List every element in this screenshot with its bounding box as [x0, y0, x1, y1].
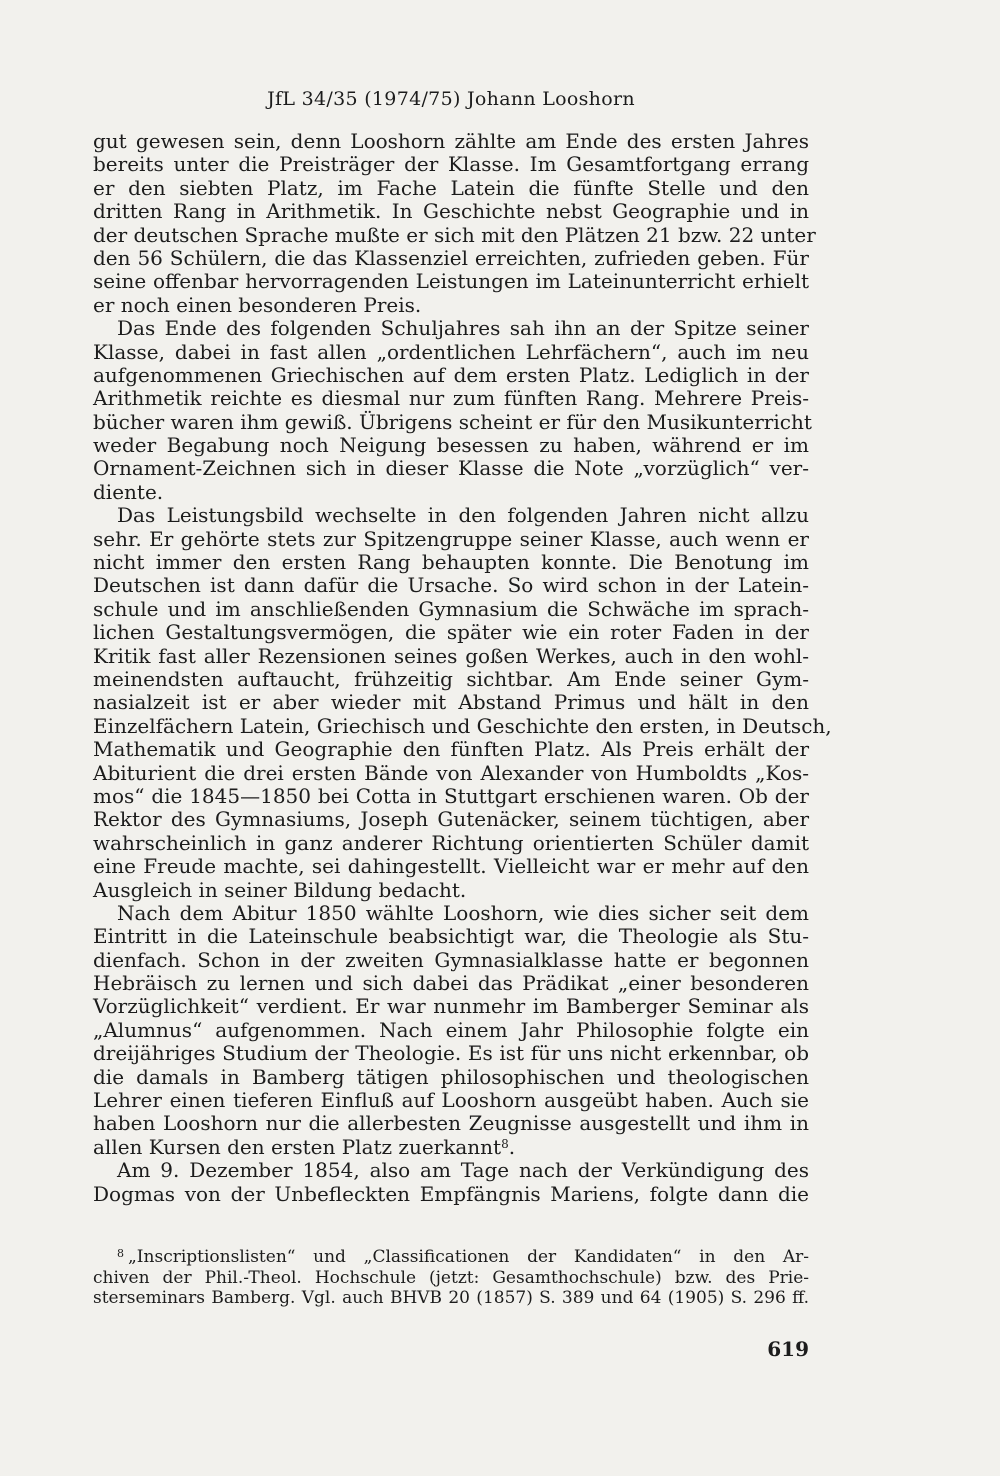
text-line-content: nicht immer den ersten Rang behaupten konnte. Die Benotung im: [93, 550, 809, 575]
text-line: [93, 808, 809, 831]
text-line: [93, 222, 816, 247]
text-line: [93, 130, 809, 153]
text-line: [93, 434, 809, 457]
text-line: [93, 177, 809, 200]
text-line: [93, 294, 809, 317]
text-line-content: allen Kursen den ersten Platz zuerkannt: [93, 1134, 502, 1159]
text-line: [93, 387, 809, 410]
text-line-punctuation: .: [508, 1134, 516, 1159]
text-line-content: der deutschen Sprache mußte er sich mit den Plätzen 21 bzw. 22 unter: [93, 222, 816, 247]
body-text: [93, 129, 832, 1206]
text-line-content: die damals in Bamberg tätigen philosophischen und theologischen: [93, 1064, 809, 1089]
text-line-content: dreijähriges Studium der Theologie. Es ist für uns nicht erkennbar, ob: [93, 1041, 809, 1066]
running-head: JfL 34/35 (1974/75) Johann Looshorn: [267, 88, 635, 110]
text-line: [93, 457, 809, 480]
text-line: [93, 1112, 809, 1135]
text-line-content: bereits unter die Preisträger der Klasse. Im Gesamtfortgang errang: [93, 152, 809, 177]
text-line: [93, 1183, 809, 1206]
text-line: [93, 504, 809, 527]
text-line-content: er noch einen besonderen Preis.: [93, 292, 422, 317]
text-line-content: seine offenbar hervorragenden Leistungen im Lateinunterricht erhielt: [93, 269, 809, 294]
text-line: [93, 762, 809, 785]
text-line: [93, 1159, 809, 1182]
text-line-content: Mathematik und Geographie den fünften Platz. Als Preis erhält der: [93, 737, 809, 762]
text-line-content: Arithmetik reichte es diesmal nur zum fünften Rang. Mehrere Preis-: [93, 386, 809, 411]
text-line-content: Abiturient die drei ersten Bände von Alexander von Humboldts „Kos-: [93, 760, 809, 785]
text-line: [93, 855, 809, 878]
text-line-content: wahrscheinlich in ganz anderer Richtung orientierten Schüler damit: [93, 830, 809, 855]
text-line-content: Hebräisch zu lernen und sich dabei das Prädikat „einer besonderen: [93, 971, 809, 996]
text-line-content: Lehrer einen tieferen Einfluß auf Looshorn ausgeübt haben. Auch sie: [93, 1088, 809, 1113]
footnotes: [93, 1247, 809, 1309]
text-line-content: Ausgleich in seiner Bildung bedacht.: [93, 877, 467, 902]
text-line: [93, 902, 809, 925]
text-line-content: lichen Gestaltungsvermögen, die später wie ein roter Faden in der: [93, 620, 809, 645]
text-line-content: „Alumnus“ aufgenommen. Nach einem Jahr Philosophie folgte ein: [93, 1017, 809, 1042]
text-line: [93, 364, 809, 387]
page-number: 619: [767, 1337, 809, 1361]
text-line: [93, 645, 809, 668]
text-line: [93, 621, 809, 644]
text-line-content: Am 9. Dezember 1854, also am Tage nach der Verkündigung des: [117, 1158, 809, 1183]
text-line-content: Das Leistungsbild wechselte in den folgenden Jahren nicht allzu: [117, 503, 809, 528]
text-line-content: Deutschen ist dann dafür die Ursache. So wird schon in der Latein-: [93, 573, 809, 598]
text-line-content: gut gewesen sein, denn Looshorn zählte am Ende des ersten Jahres: [93, 129, 809, 153]
text-line-content: Kritik fast aller Rezensionen seines goßen Werkes, auch in den wohl-: [93, 643, 809, 668]
text-line-content: Nach dem Abitur 1850 wählte Looshorn, wie dies sicher seit dem: [117, 900, 809, 925]
text-line: [93, 270, 809, 293]
text-line-content: den 56 Schülern, die das Klassenziel erreichten, zufrieden geben. Für: [93, 245, 809, 270]
text-line-content: diente.: [93, 479, 164, 504]
text-line: [93, 200, 809, 223]
text-line-content: Klasse, dabei in fast allen „ordentlichen Lehrfächern“, auch im neu: [93, 339, 809, 364]
text-line-content: Das Ende des folgenden Schuljahres sah ihn an der Spitze seiner: [117, 316, 809, 341]
text-line-content: Einzelfächern Latein, Griechisch und Geschichte den ersten, in Deutsch,: [93, 713, 832, 738]
text-line: [93, 713, 832, 738]
text-line-content: meinendsten auftaucht, frühzeitig sichtbar. Am Ende seiner Gym-: [93, 666, 809, 691]
text-line: [93, 738, 809, 761]
text-line-content: eine Freude machte, sei dahingestellt. Vielleicht war er mehr auf den: [93, 854, 809, 879]
text-line: [93, 949, 809, 972]
text-line-content: Vorzüglichkeit“ verdient. Er war nunmehr im Bamberger Seminar als: [93, 994, 809, 1019]
text-line: [93, 551, 809, 574]
text-line-content: Ornament-Zeichnen sich in dieser Klasse die Note „vorzüglich“ ver-: [93, 456, 809, 481]
book-page: [93, 0, 832, 1476]
text-line: [93, 153, 809, 176]
text-line-content: sehr. Er gehörte stets zur Spitzengruppe seiner Klasse, auch wenn er: [93, 526, 809, 551]
text-line-content: schule und im anschließenden Gymnasium die Schwäche im sprach-: [93, 596, 809, 621]
text-line-content: aufgenommenen Griechischen auf dem ersten Platz. Lediglich in der: [93, 362, 809, 387]
text-line-content: mos“ die 1845—1850 bei Cotta in Stuttgart erschienen waren. Ob der: [93, 783, 809, 808]
text-line: [93, 409, 812, 434]
text-line: [93, 598, 809, 621]
text-line: [93, 785, 809, 808]
text-line: [93, 1089, 809, 1112]
text-line: [93, 528, 809, 551]
footnote-text: sterseminars Bamberg. Vgl. auch BHVB 20 (1857) S. 389 und 64 (1905) S. 296 ff.: [93, 1288, 809, 1308]
text-line-content: dritten Rang in Arithmetik. In Geschichte nebst Geographie und in: [93, 199, 809, 224]
text-line: [93, 574, 809, 597]
text-line: [93, 832, 809, 855]
text-line-content: dienfach. Schon in der zweiten Gymnasialklasse hatte er begonnen: [93, 947, 809, 972]
text-line-content: bücher waren ihm gewiß. Übrigens scheint er für den Musikunterricht: [93, 409, 812, 434]
footnote-line: [93, 1288, 809, 1309]
text-line-content: Dogmas von der Unbefleckten Empfängnis Mariens, folgte dann die: [93, 1181, 809, 1206]
text-line-content: Rektor des Gymnasiums, Joseph Gutenäcker, seinem tüchtigen, aber: [93, 807, 809, 832]
text-line: [93, 317, 809, 340]
text-line: [93, 1066, 809, 1089]
text-line: [93, 925, 809, 948]
text-line-content: Eintritt in die Lateinschule beabsichtigt war, die Theologie als Stu-: [93, 924, 809, 949]
footnote-text: chiven der Phil.-Theol. Hochschule (jetzt: Gesamthochschule) bzw. des Prie-: [93, 1267, 809, 1288]
footnote-line: [93, 1268, 809, 1289]
text-line: [93, 995, 809, 1018]
text-line-content: haben Looshorn nur die allerbesten Zeugnisse ausgestellt und ihm in: [93, 1111, 809, 1136]
footnote-line: [93, 1247, 809, 1268]
text-line: [93, 1042, 809, 1065]
text-line: [93, 1019, 809, 1042]
text-line: [93, 691, 809, 714]
footnote-reference: 8: [501, 1136, 509, 1151]
text-line: [93, 1136, 809, 1159]
text-line-content: nasialzeit ist er aber wieder mit Abstand Primus und hält in den: [93, 690, 809, 715]
text-line: [93, 247, 809, 270]
text-line: [93, 481, 809, 504]
text-line: [93, 668, 809, 691]
text-line: [93, 879, 809, 902]
text-line: [93, 972, 809, 995]
footnote-text: „Inscriptionslisten“ und „Classificationen der Kandidaten“ in den Ar-: [128, 1247, 809, 1267]
text-line: [93, 341, 809, 364]
text-line-content: er den siebten Platz, im Fache Latein die fünfte Stelle und den: [93, 175, 809, 200]
text-line-content: weder Begabung noch Neigung besessen zu haben, während er im: [93, 433, 809, 458]
footnote-marker: 8: [117, 1247, 124, 1260]
